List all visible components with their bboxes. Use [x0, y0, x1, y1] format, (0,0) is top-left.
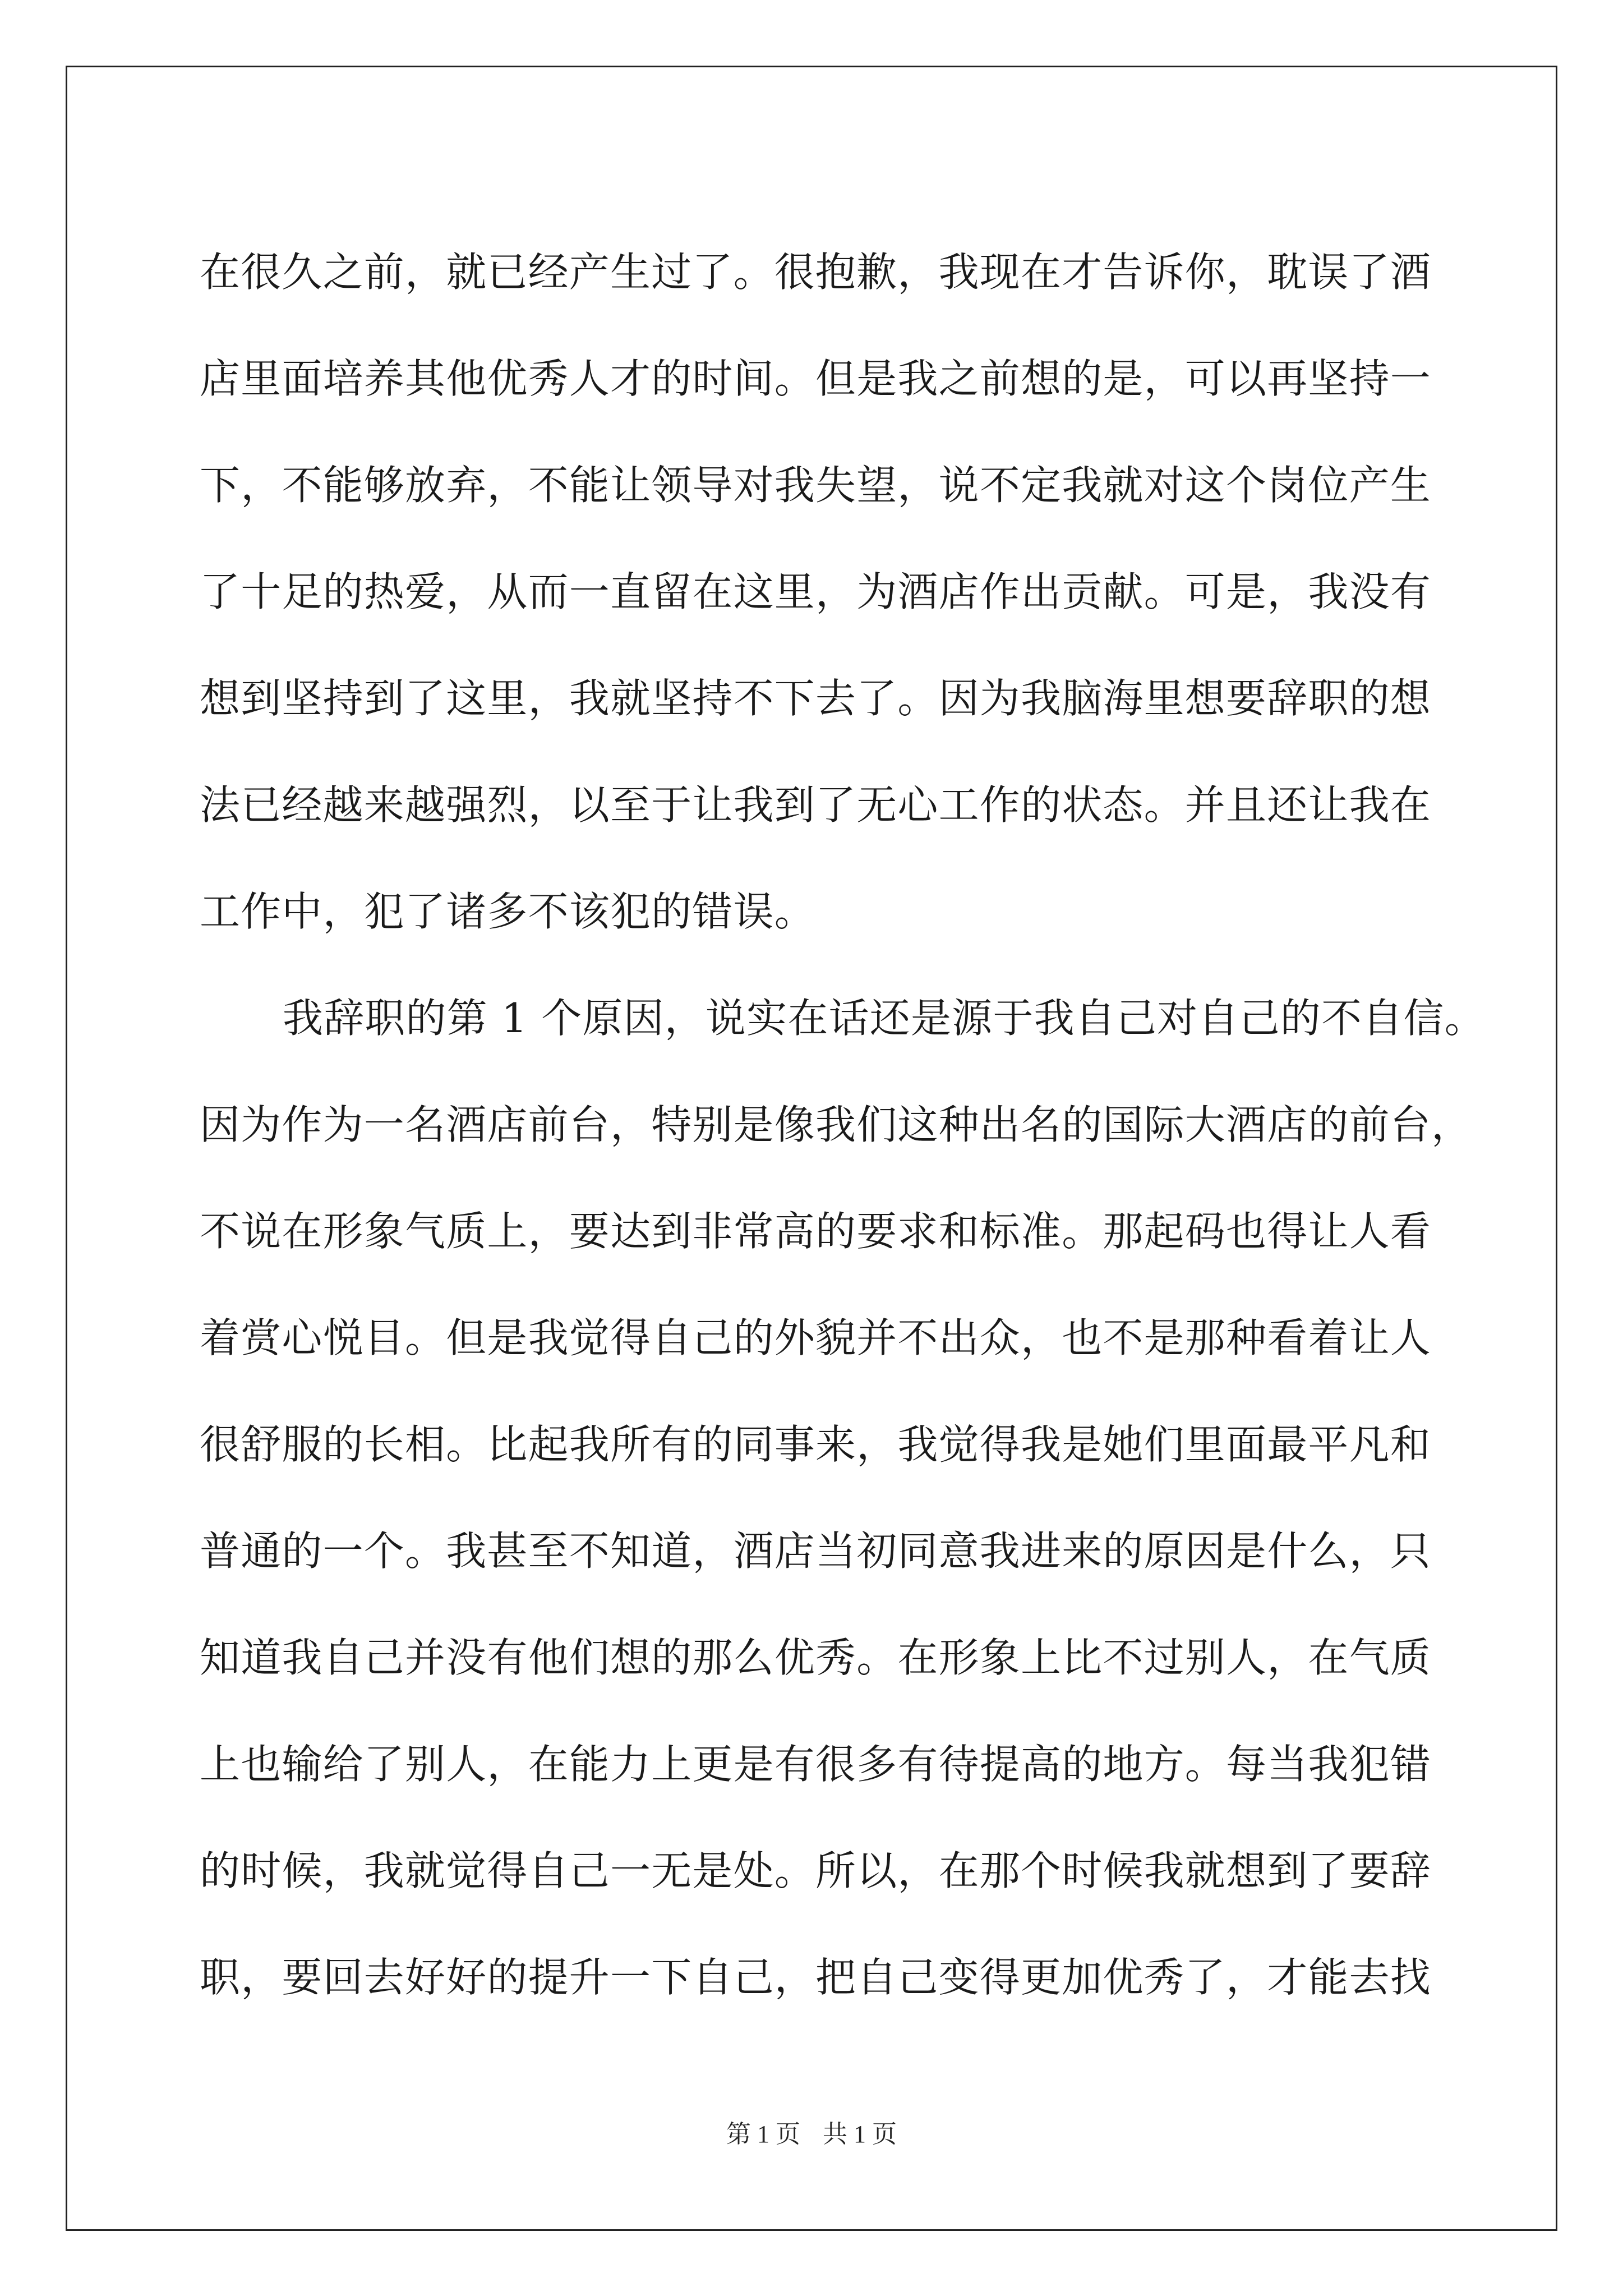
page-footer: [0, 2118, 1623, 2151]
document-body: [200, 219, 1486, 2031]
page-number: 第 1 页: [726, 2120, 800, 2148]
text-line: 着赏心悦目。但是我觉得自己的外貌并不出众，也不是那种看着让人: [200, 1314, 1432, 1361]
text-line: 很舒服的长相。比起我所有的同事来，我觉得我是她们里面最平凡和: [200, 1421, 1432, 1468]
text-line: 上也输给了别人，在能力上更是有很多有待提高的地方。每当我犯错: [200, 1741, 1432, 1788]
text-line: 想到坚持到了这里，我就坚持不下去了。因为我脑海里想要辞职的想: [200, 675, 1432, 722]
text-line: 了十足的热爱，从而一直留在这里，为酒店作出贡献。可是，我没有: [200, 568, 1432, 615]
text-line: 法已经越来越强烈，以至于让我到了无心工作的状态。并且还让我在: [200, 781, 1432, 829]
page-total: 共 1 页: [823, 2120, 897, 2148]
text-line: 下，不能够放弃，不能让领导对我失望，说不定我就对这个岗位产生: [200, 462, 1432, 509]
text-line: 知道我自己并没有他们想的那么优秀。在形象上比不过别人，在气质: [200, 1634, 1432, 1681]
text-line: 店里面培养其他优秀人才的时间。但是我之前想的是，可以再坚持一: [200, 355, 1432, 402]
text-line: 不说在形象气质上，要达到非常高的要求和标准。那起码也得让人看: [200, 1208, 1432, 1255]
paragraph-first-line: 我辞职的第 1 个原因，说实在话还是源于我自己对自己的不自信。: [283, 995, 1486, 1042]
text-line: 工作中，犯了诸多不该犯的错误。: [200, 888, 816, 935]
text-line: 的时候，我就觉得自己一无是处。所以，在那个时候我就想到了要辞: [200, 1847, 1432, 1894]
text-line: 职，要回去好好的提升一下自己，把自己变得更加优秀了，才能去找: [200, 1954, 1432, 2001]
text-line: 在很久之前，就已经产生过了。很抱歉，我现在才告诉你，耽误了酒: [200, 249, 1432, 296]
text-line: 因为作为一名酒店前台，特别是像我们这种出名的国际大酒店的前台，: [200, 1101, 1473, 1148]
text-line: 普通的一个。我甚至不知道，酒店当初同意我进来的原因是什么，只: [200, 1527, 1432, 1575]
